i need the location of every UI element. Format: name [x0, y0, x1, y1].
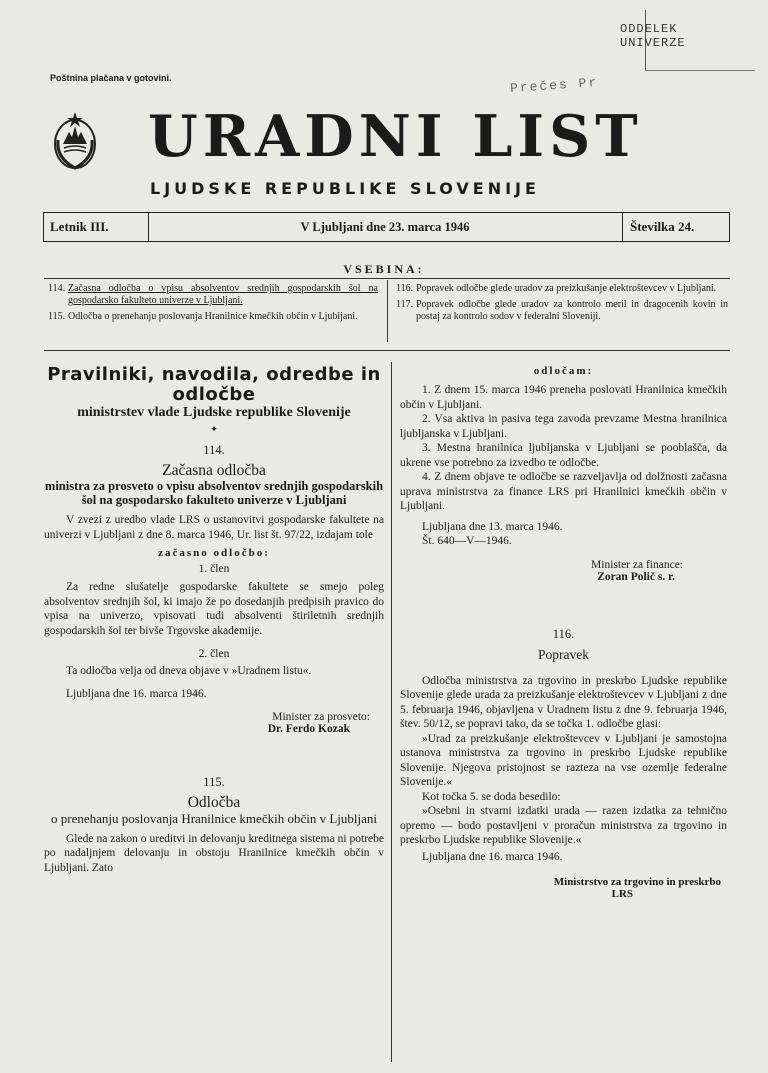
contents-right	[396, 283, 728, 327]
article-text: Ta odločba velja od dneva objave v »Uradnem listu«.	[66, 665, 312, 677]
decision-label: začasno odločbo:	[158, 547, 270, 559]
correction-quote: »Urad za preizkušanje elektroštevcev v Ljubljani je samostojna ustanova ministrstva za trgovino in preskrbo Ljudske republike Slovenije. Njegova pristojnost se razteza na vse ozemlje federalne Slovenije.«	[400, 732, 727, 788]
contents-bottom-rule	[44, 350, 730, 351]
toc-number: 117.	[396, 299, 414, 310]
place-date: Ljubljana dne 13. marca 1946.	[422, 520, 563, 533]
reference-number: Št. 640—V—1946.	[422, 535, 512, 547]
volume-label: Letnik III.	[50, 219, 109, 234]
decision-subtitle: o prenehanju poslovanja Hranilnice kmečkih občin v Ljubljani	[51, 811, 377, 826]
article-label: 1. člen	[198, 563, 230, 575]
correction-addition: Kot točka 5. se doda besedilo:	[422, 790, 561, 803]
decision-point: 4. Z dnem objave te odločbe se razveljavlja od dolžnosti začasna uprava ministrstva za finance LRS pri Hranilnici kmečkih občin v Ljubljani.	[400, 471, 727, 512]
issue-date: V Ljubljani dne 23. marca 1946	[300, 220, 470, 234]
decide-label: odločam:	[533, 365, 594, 377]
signer-name: Zoran Polič s. r.	[597, 570, 675, 583]
decision-point: 2. Vsa aktiva in pasiva tega zavoda prevzame Mestna hranilnica ljubljanska v Ljubljani.	[400, 413, 727, 440]
decision-title: Odločba	[187, 794, 241, 811]
signer-ministry: Ministrstvo za trgovino in preskrbo	[553, 876, 721, 888]
contents-top-rule	[44, 278, 730, 279]
toc-item[interactable]	[396, 299, 728, 323]
gazette-title: URADNI LIST	[148, 103, 643, 170]
section-subtitle: ministrstev vlade Ljudske republike Slovenije	[77, 405, 351, 420]
gazette-subtitle: LJUDSKE REPUBLIKE SLOVENIJE	[150, 179, 540, 198]
left-column	[44, 365, 384, 875]
toc-text: Odločba o prenehanju poslovanja Hranilnice kmečkih občin v Ljubljani.	[68, 311, 358, 322]
contents-divider	[387, 280, 388, 342]
info-divider	[622, 213, 623, 241]
place-date: Ljubljana dne 16. marca 1946.	[422, 850, 563, 863]
decision-point: 1. Z dnem 15. marca 1946 preneha poslovati Hranilnica kmečkih občin v Ljubljani.	[400, 384, 727, 411]
signer-title: Minister za prosveto:	[272, 711, 370, 723]
toc-text: Popravek odločbe glede uradov za preizkušanje elektroštevcev v Ljubljani.	[416, 283, 717, 294]
issue-info-bar	[43, 212, 730, 242]
decision-title: Popravek	[538, 646, 589, 662]
article-label: 2. člen	[198, 648, 230, 660]
section-title: Pravilniki, navodila, odredbe in odločbe	[47, 364, 381, 405]
library-stamp	[620, 22, 742, 50]
decision-number: 115.	[203, 775, 225, 789]
toc-item[interactable]	[396, 283, 728, 295]
decision-point: 3. Mestna hranilnica ljubljanska v Ljubljani se pooblašča, da ukrene vse potrebno za izvedbo te odločbe.	[400, 442, 727, 469]
decision-intro: Glede na zakon o ureditvi in delovanju kreditnega sistema ni potrebe po nadaljnjem delovanju in obstoju Hranilnice kmečkih občin v Ljubljani. Zato	[44, 832, 384, 874]
stamp-line-2: UNIVERZE	[620, 36, 686, 50]
signer-ministry-abbr: LRS	[611, 888, 633, 900]
coat-of-arms-icon	[52, 110, 98, 172]
toc-text: Popravek odločbe glede uradov za kontrolo meril in dragocenih kovin in postaj za kontrolo sodov v federalni Sloveniji.	[416, 299, 728, 322]
stamp-border-bottom	[645, 70, 755, 71]
article-text: Za redne slušatelje gospodarske fakultete se smejo poleg absolventov srednjih šol, ki imajo že po dosedanjih predpisih pravico do vpisa na univerzo, vpisovati tudi absolventi štiriletnih srednjih gospodarskih šol ter bivše Trgovske akademije.	[44, 581, 384, 637]
decision-title: Začasna odločba	[162, 462, 266, 479]
issue-number: Številka 24.	[630, 219, 695, 234]
toc-number: 116.	[396, 283, 414, 294]
contents-left	[48, 283, 378, 327]
correction-text: Odločba ministrstva za trgovino in preskrbo Ljudske republike Slovenije glede urada za preizkušanje elektroštevcev v Ljubljani z dne 5. februarja 1946, objavljena v Uradnem listu z dne 9. februarja 1946, štev. 50/12, se popravi tako, da se točka 1. odločbe glasi:	[400, 674, 727, 730]
postage-note: Poštnina plačana v gotovini.	[50, 73, 172, 83]
decision-number: 114.	[203, 443, 225, 457]
toc-item[interactable]	[48, 311, 378, 323]
toc-item[interactable]	[48, 283, 378, 307]
signer-name: Dr. Ferdo Kozak	[267, 723, 350, 735]
decision-number: 116.	[552, 626, 575, 641]
contents-heading: VSEBINA:	[343, 262, 425, 276]
column-divider	[391, 362, 392, 1062]
decision-subtitle: ministra za prosveto o vpisu absolventov srednjih gospodarskih šol na gospodarsko fakulteto univerze v Ljubljani	[44, 479, 384, 507]
right-column	[400, 365, 727, 900]
decision-intro: V zvezi z uredbo vlade LRS o ustanovitvi gospodarske fakultete na univerzi v Ljubljani z dne 8. marca 1946, Ur. list št. 97/22, izdajam tole	[44, 514, 384, 541]
toc-number: 115.	[48, 311, 66, 322]
separator-icon: ✦	[210, 424, 218, 434]
place-date: Ljubljana dne 16. marca 1946.	[66, 687, 207, 700]
signer-title: Minister za finance:	[591, 558, 683, 571]
correction-quote: »Osebni in stvarni izdatki urada — razen izdatka za tehnično opremo — bodo postavljeni v proračun ministrstva za trgovino in preskrbo Ljudske republike Slovenije.«	[400, 805, 727, 846]
stamp-line-1: ODDELEK	[620, 22, 678, 36]
toc-text: Začasna odločba o vpisu absolventov srednjih gospodarskih šol na gospodarsko fakulteto univerze v Ljubljani.	[68, 283, 378, 306]
toc-number: 114.	[48, 283, 66, 294]
handwritten-note: Prečes Pr	[509, 74, 599, 97]
